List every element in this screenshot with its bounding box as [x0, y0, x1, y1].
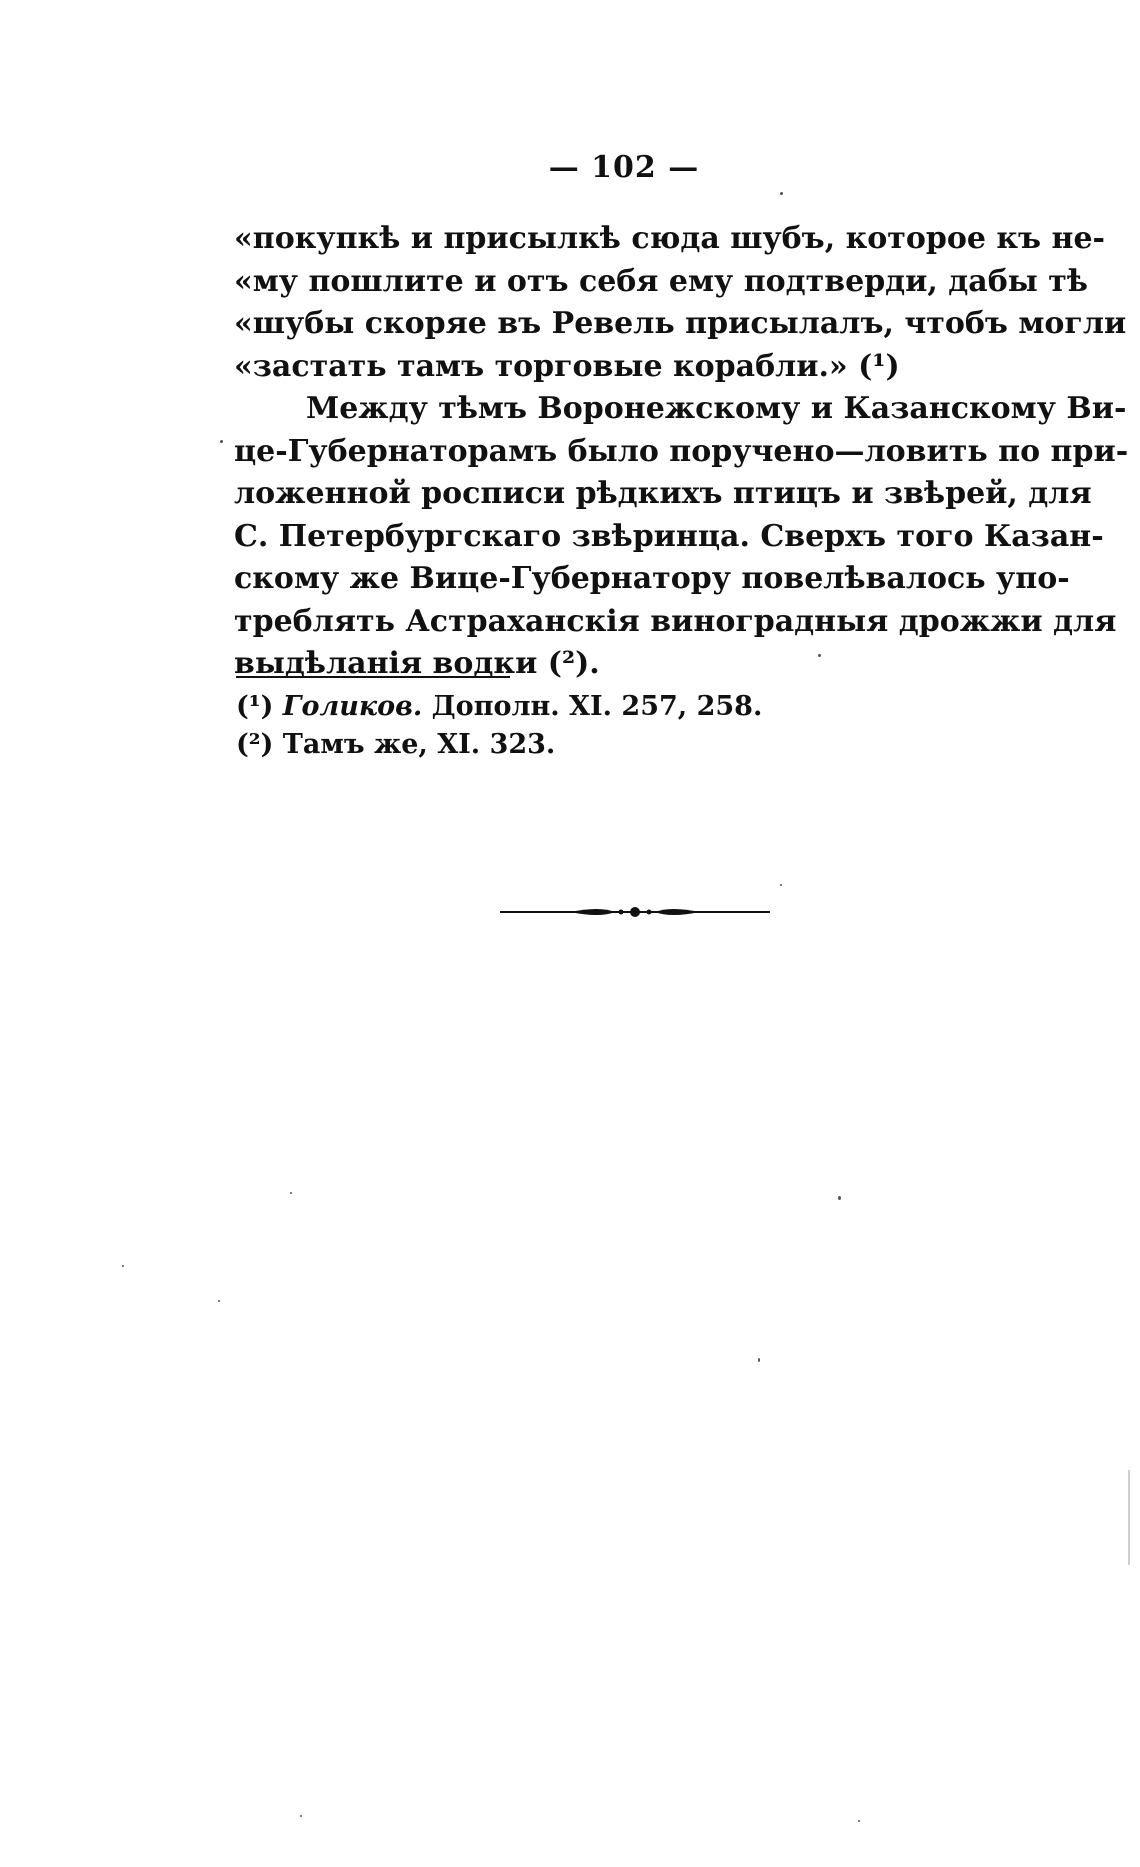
paper-speck	[780, 192, 783, 195]
footnote-ref-2: (²).	[547, 646, 600, 681]
footnote-author: Голиков.	[282, 691, 423, 722]
text-line	[234, 643, 1016, 686]
paper-speck	[758, 1358, 760, 1362]
ornament-divider	[500, 900, 770, 924]
footnotes	[236, 688, 836, 764]
footnote-2	[236, 726, 836, 764]
footnote-text: Тамъ же, XI. 323.	[282, 729, 556, 760]
paper-speck	[818, 654, 821, 657]
text-line: це-Губернаторамъ было поручено—ловить по при-	[234, 433, 1129, 469]
footnote-ref-1: (¹)	[858, 348, 900, 384]
paper-speck	[300, 1815, 302, 1817]
text-line: С. Петербургскаго звѣринца. Сверхъ того Казан-	[234, 518, 1104, 554]
paper-speck	[218, 1300, 220, 1302]
footnote-1	[236, 688, 836, 726]
text-line: треблять Астраханскія виноградныя дрожжи для	[234, 603, 1117, 639]
text-line: «покупкѣ и присылкѣ сюда шубъ, которое къ не-	[234, 221, 1105, 256]
paper-speck	[290, 1192, 292, 1194]
text-line: ложенной росписи рѣдкихъ птицъ и звѣрей, для	[234, 476, 1092, 511]
text-line: «шубы скоряе въ Ревель присылалъ, чтобъ могли	[234, 306, 1127, 341]
text-line: скому же Вице-Губернатору повелѣвалось упо-	[234, 561, 1070, 596]
main-text	[234, 218, 1129, 686]
paper-speck	[858, 1820, 860, 1822]
footnote-rule	[236, 676, 510, 678]
text-line: Между тѣмъ Воронежскому и Казанскому Ви-	[306, 391, 1127, 426]
paper-speck	[780, 884, 782, 886]
paper-speck	[838, 1196, 841, 1200]
footnote-marker: (²)	[236, 729, 274, 760]
text-fragment: «застать тамъ торговые корабли.»	[234, 348, 848, 384]
page-number: — 102 —	[548, 150, 700, 185]
text-line: «му пошлите и отъ себя ему подтверди, дабы тѣ	[234, 263, 1088, 299]
text-fragment: выдѣланія водки	[234, 646, 538, 681]
footnote-marker: (¹)	[236, 691, 274, 722]
paper-speck	[122, 1265, 124, 1267]
scan-edge-mark	[1128, 1470, 1130, 1565]
footnote-text: Дополн. XI. 257, 258.	[431, 691, 763, 722]
text-line	[234, 346, 1016, 389]
paper-speck	[220, 440, 223, 443]
